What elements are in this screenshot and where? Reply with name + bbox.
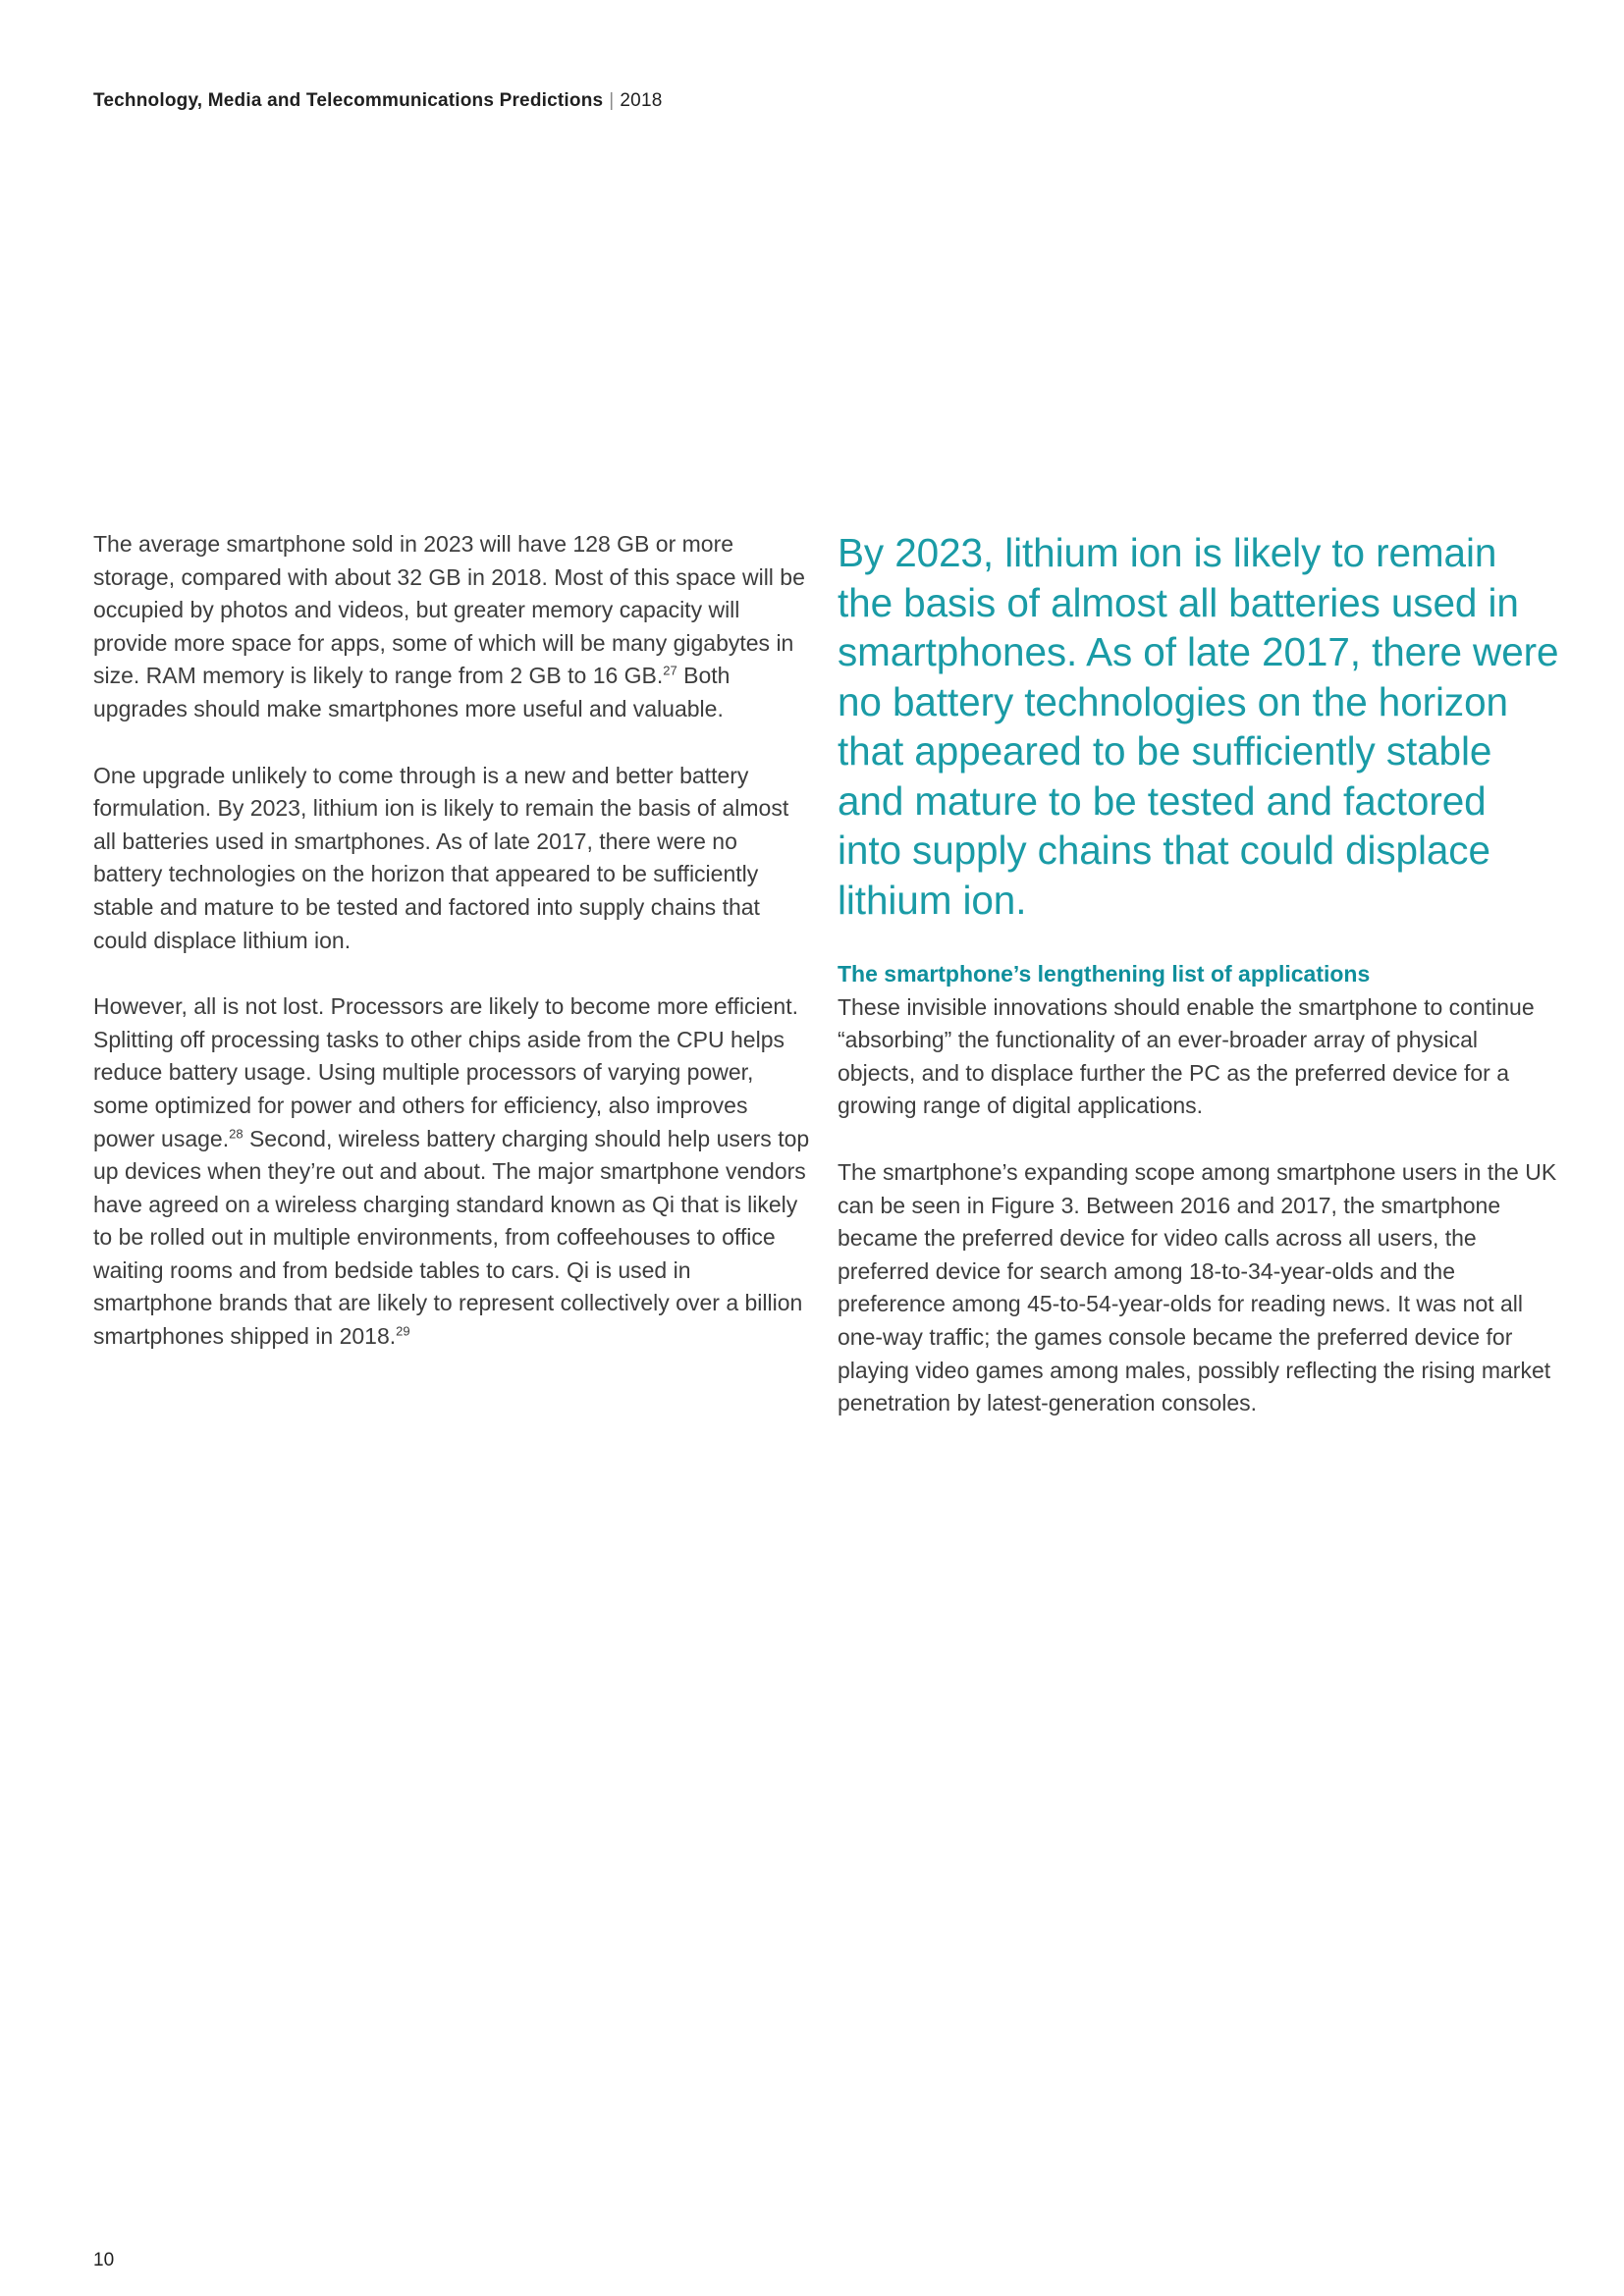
header-separator: | <box>609 90 615 111</box>
publication-title: Technology, Media and Telecommunications Predictions <box>93 90 604 111</box>
paragraph-scope: The smartphone’s expanding scope among smartphone users in the UK can be seen in Figure 3. Between 2016 and 2017, the smartphone became the preferred device for video calls across all users, the preferred device for search among 18-to-34-year-olds and the preference among 45-to-54-year-olds for reading news. It was not all one-way traffic; the games console became the preferred device for playing video games among males, possibly reflecting the rising market penetration by latest-generation consoles. <box>838 1158 1557 1416</box>
left-column <box>93 528 810 1387</box>
running-header <box>93 90 662 112</box>
pull-quote: By 2023, lithium ion is likely to remain the basis of almost all batteries used in smartphones. As of late 2017, there were no battery technologies on the horizon that appeared to be sufficiently stable and mature to be tested and factored into supply chains that could displace lithium ion. <box>838 530 1559 923</box>
footnote-ref-27: 27 <box>663 663 677 678</box>
paragraph-text: However, all is not lost. Processors are likely to become more efficient. Splitting off processing tasks to other chips aside from the CPU helps reduce battery usage. Using multiple processors of varying power, some optimized for power and others for efficiency, also improves power usage. <box>93 993 798 1151</box>
paragraph-processors <box>93 990 810 1354</box>
paragraph-innovations: These invisible innovations should enable the smartphone to continue “absorbing” the functionality of an ever-broader array of physical objects, and to displace further the PC as the preferred device for a growing range of digital applications. <box>838 993 1535 1119</box>
section-heading: The smartphone’s lengthening list of applications <box>838 961 1371 987</box>
right-column <box>838 528 1559 1454</box>
paragraph-storage <box>93 528 810 726</box>
footnote-ref-29: 29 <box>396 1323 410 1339</box>
footnote-ref-28: 28 <box>229 1125 244 1141</box>
paragraph-text: The average smartphone sold in 2023 will have 128 GB or more storage, compared with about 32 GB in 2018. Most of this space will be occupied by photos and videos, but greater memory capacity will provide more space for apps, some of which will be many gigabytes in size. RAM memory is likely to range from 2 GB to 16 GB. <box>93 531 805 689</box>
paragraph-battery: One upgrade unlikely to come through is a new and better battery formulation. By 2023, lithium ion is likely to remain the basis of almost all batteries used in smartphones. As of late 2017, there were no battery technologies on the horizon that appeared to be sufficiently stable and mature to be tested and factored into supply chains that could displace lithium ion. <box>93 762 789 953</box>
page-number: 10 <box>93 2250 115 2270</box>
paragraph-text: Both upgrades should make smartphones more useful and valuable. <box>93 663 731 721</box>
publication-year: 2018 <box>620 90 663 111</box>
paragraph-text: Second, wireless battery charging should help users top up devices when they’re out and about. The major smartphone vendors have agreed on a wireless charging standard known as Qi that is likely to be rolled out in multiple environments, from coffeehouses to office waiting rooms and from bedside tables to cars. Qi is used in smartphone brands that are likely to represent collectively over a billion smartphones shipped in 2018. <box>93 1125 810 1350</box>
